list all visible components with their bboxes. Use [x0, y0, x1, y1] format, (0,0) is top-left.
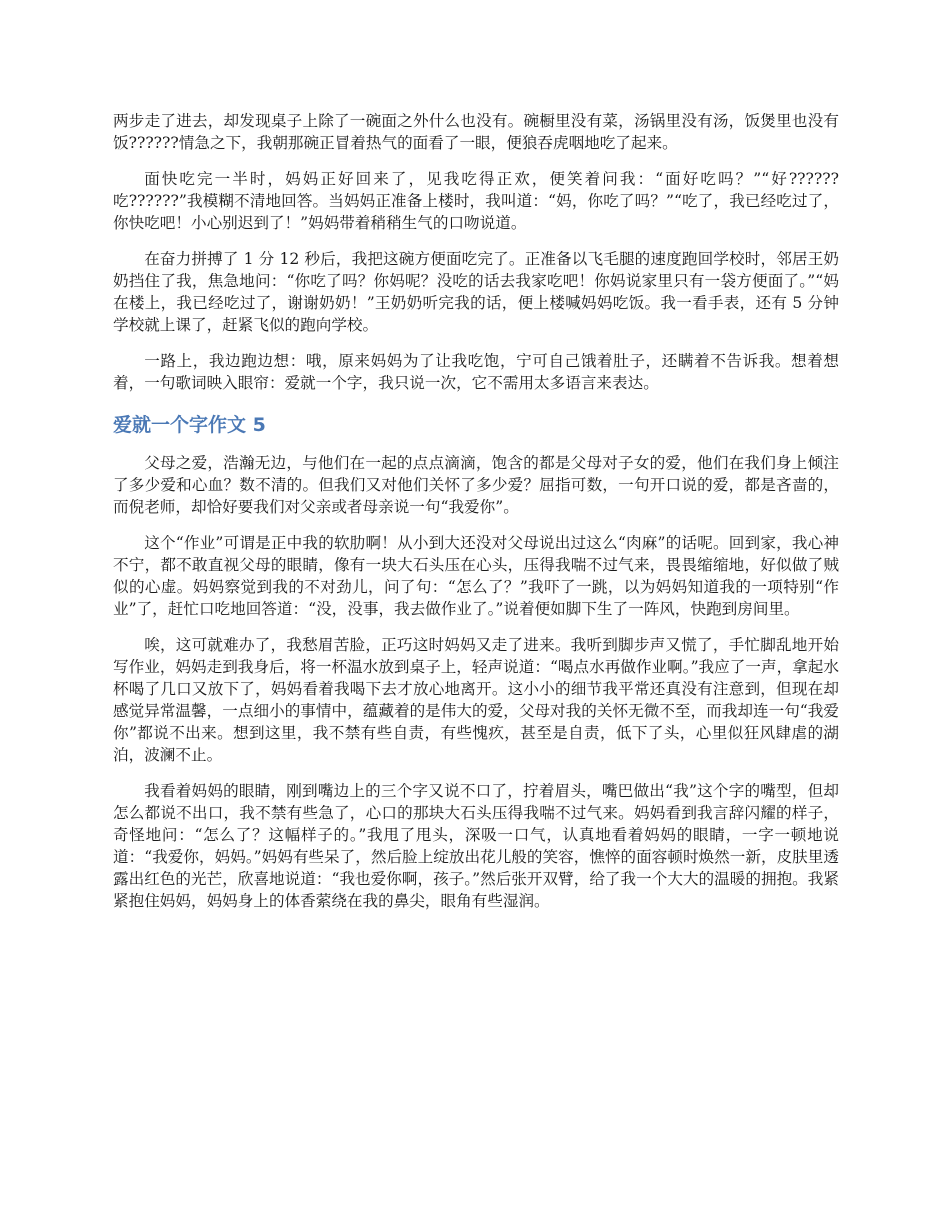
- paragraph: 这个“作业”可谓是正中我的软肋啊！从小到大还没对父母说出过这么“肉麻”的话呢。回到家，我心神不宁，都不敢直视父母的眼睛，像有一块大石头压在心头，压得我喘不过气来，畏畏缩缩地，好似做了贼似的心虚。妈妈察觉到我的不对劲儿，问了句：“怎么了？”我吓了一跳，以为妈妈知道我的一项特别“作业”了，赶忙口吃地回答道：“没，没事，我去做作业了。”说着便如脚下生了一阵风，快跑到房间里。: [113, 534, 839, 618]
- paragraph: 我看着妈妈的眼睛，刚到嘴边上的三个字又说不口了，拧着眉头，嘴巴做出“我”这个字的嘴型，但却怎么都说不出口，我不禁有些急了，心口的那块大石头压得我喘不过气来。妈妈看到我言辞闪耀的样子，奇怪地问：“怎么了？这幅样子的。”我甩了甩头，深吸一口气，认真地看着妈妈的眼睛，一字一顿地说道：“我爱你，妈妈。”妈妈有些呆了，然后脸上绽放出花儿般的笑容，憔悴的面容顿时焕然一新，皮肤里透露出红色的光芒，欣喜地说道：“我也爱你啊，孩子。”然后张开双臂，给了我一个大大的温暖的拥抱。我紧紧抱住妈妈，妈妈身上的体香萦绕在我的鼻尖，眼角有些湿润。: [113, 782, 839, 910]
- section-heading: 爱就一个字作文 5: [113, 414, 266, 436]
- document-page: [113, 110, 839, 926]
- paragraph: 面快吃完一半时，妈妈正好回来了，见我吃得正欢，便笑着问我：“面好吃吗？”“好??????吃??????”我模糊不清地回答。当妈妈正准备上楼时，我叫道：“妈，你吃了吗？”“吃了，我已经吃过了，你快吃吧！小心别迟到了！”妈妈带着稍稍生气的口吻说道。: [113, 170, 839, 232]
- paragraph: 唉，这可就难办了，我愁眉苦脸，正巧这时妈妈又走了进来。我听到脚步声又慌了，手忙脚乱地开始写作业，妈妈走到我身后，将一杯温水放到桌子上，轻声说道：“喝点水再做作业啊。”我应了一声，拿起水杯喝了几口又放下了，妈妈看着我喝下去才放心地离开。这小小的细节我平常还真没有注意到，但现在却感觉异常温馨，一点细小的事情中，蕴藏着的是伟大的爱，父母对我的关怀无微不至，而我却连一句“我爱你”都说不出来。想到这里，我不禁有些自责，有些愧疚，甚至是自责，低下了头，心里似狂风肆虐的湖泊，波澜不止。: [113, 636, 839, 764]
- paragraph-continuation: 两步走了进去，却发现桌子上除了一碗面之外什么也没有。碗橱里没有菜，汤锅里没有汤，饭煲里也没有饭??????情急之下，我朝那碗正冒着热气的面看了一眼，便狼吞虎咽地吃了起来。: [113, 112, 839, 152]
- paragraph: 父母之爱，浩瀚无边，与他们在一起的点点滴滴，饱含的都是父母对子女的爱，他们在我们身上倾注了多少爱和心血？数不清的。但我们又对他们关怀了多少爱？屈指可数，一句开口说的爱，都是吝啬的，而倪老师，却恰好要我们对父亲或者母亲说一句“我爱你”。: [113, 454, 839, 516]
- paragraph: 在奋力拼搏了 1 分 12 秒后，我把这碗方便面吃完了。正准备以飞毛腿的速度跑回学校时，邻居王奶奶挡住了我，焦急地问：“你吃了吗？你妈呢？没吃的话去我家吃吧！你妈说家里只有一袋方便面了。”“妈在楼上，我已经吃过了，谢谢奶奶！”王奶奶听完我的话，便上楼喊妈妈吃饭。我一看手表，还有 5 分钟学校就上课了，赶紧飞似的跑向学校。: [113, 250, 839, 334]
- paragraph: 一路上，我边跑边想：哦，原来妈妈为了让我吃饱，宁可自己饿着肚子，还瞒着不告诉我。想着想着，一句歌词映入眼帘：爱就一个字，我只说一次，它不需用太多语言来表达。: [113, 352, 839, 392]
